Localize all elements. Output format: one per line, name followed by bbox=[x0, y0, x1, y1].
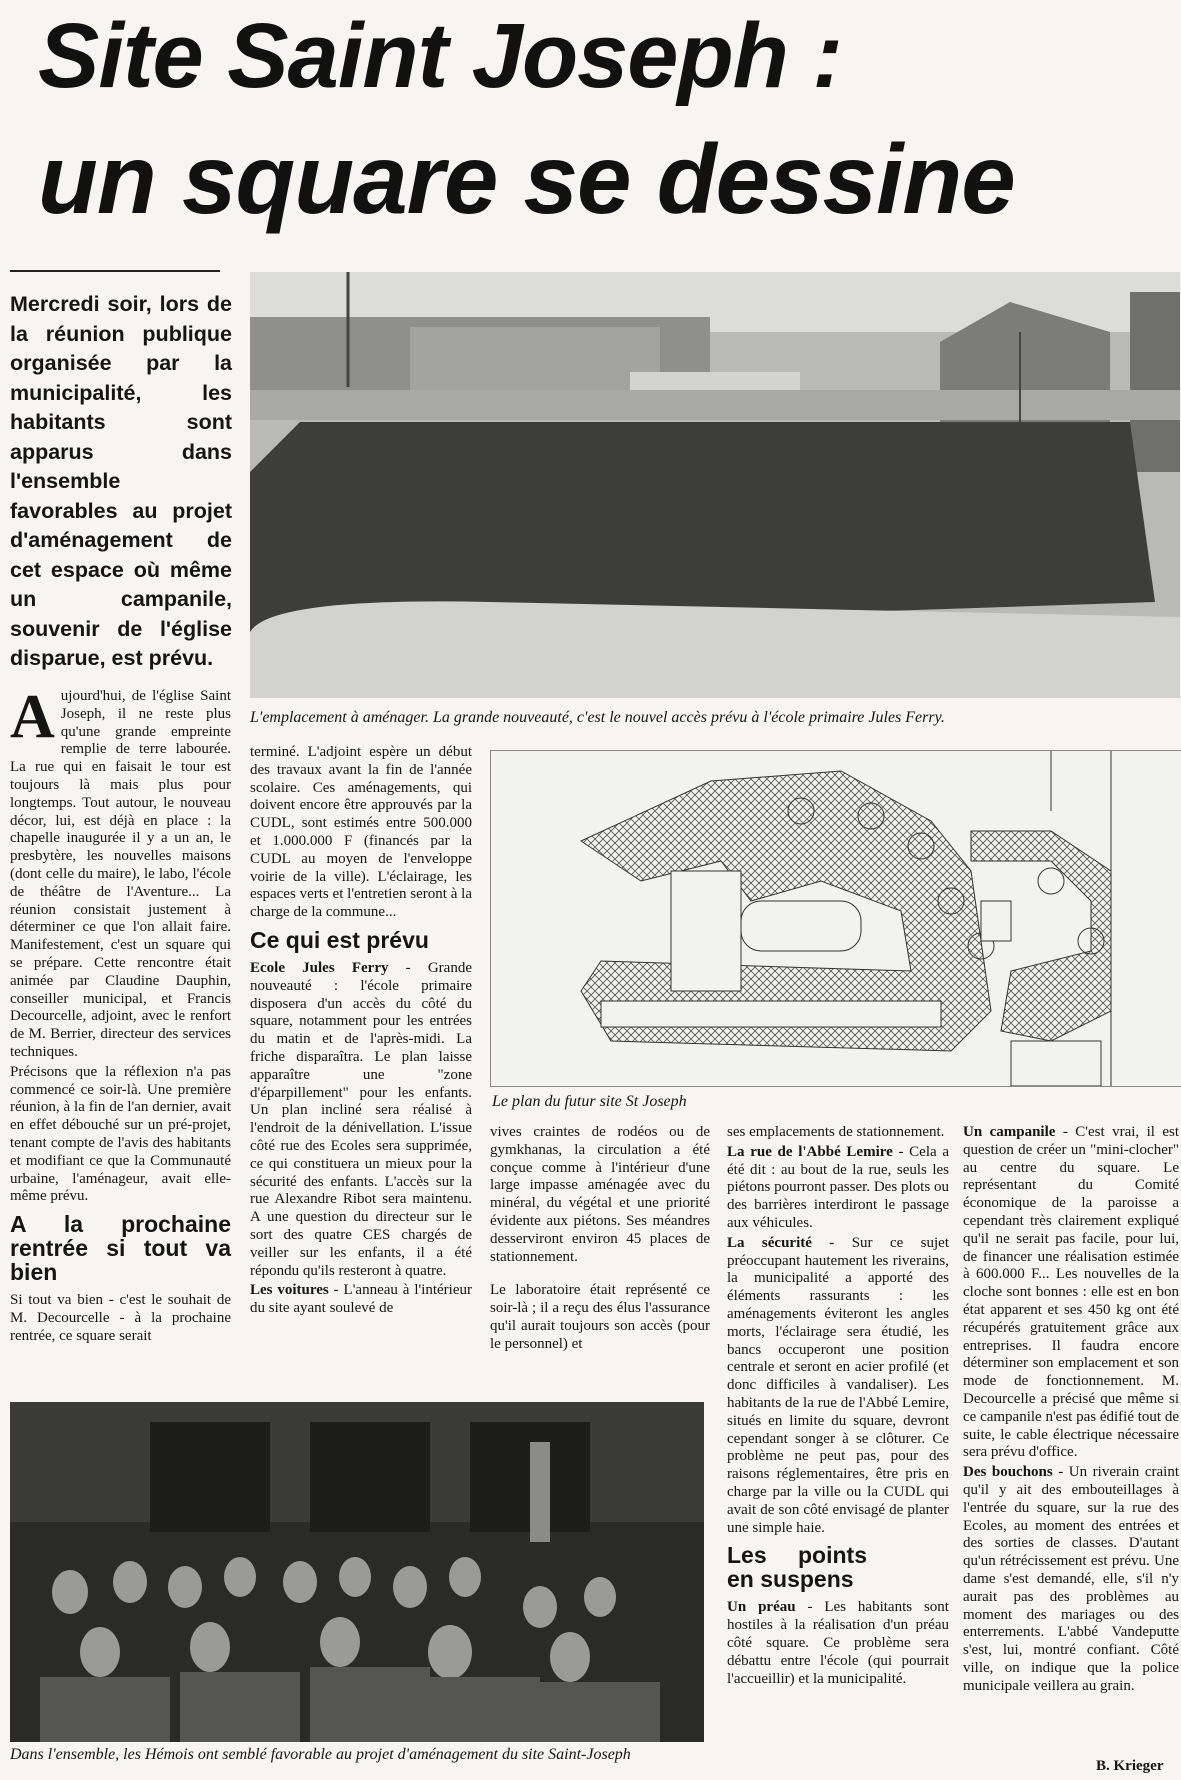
col1-subhead: A la prochaine rentrée si tout va bien bbox=[10, 1211, 231, 1286]
intro-text: Mercredi soir, lors de la réunion publique organisée par la municipalité, les habitants sont apparus dans l'ensemble favorables au projet d'aménagement de cet espace où même un campanile, souvenir de l'église disparue, est prévu. bbox=[10, 292, 232, 670]
col4-p3-text: - Sur ce sujet préoccupant hautement les riverains, la municipalité a apporté des éléments rassurants : les aménagements éviteront les angles morts, l'éclairage sera étudié, les bancs occuperont une position centrale et seront en acier profilé (et donc difficiles à vandaliser). Les habitants de la rue de l'Abbé Lemire, situés en limite du square, devront cependant songer à se clôturer. Ce problème ne peut pas, pour des raisons réglementaires, être pris en charge par la ville ou la CUDL qui avait de son côté envisagé de planter une simple haie. bbox=[727, 1234, 949, 1536]
intro-rule bbox=[10, 270, 220, 272]
col2-subhead: Ce qui est prévu bbox=[250, 926, 429, 953]
headline-line-1: Site Saint Joseph : bbox=[38, 5, 843, 107]
col4-paragraph-1: ses emplacements de stationnement. bbox=[727, 1124, 945, 1140]
col4-p4-text: - Les habitants sont hostiles à la réalisation d'un préau côté square. Ce problème sera débattu entre l'école (qui pourrait l'accueillir) et la municipalité. bbox=[727, 1599, 949, 1687]
column-1 bbox=[10, 683, 231, 1348]
column-4 bbox=[727, 1124, 949, 1690]
col5-lead-2: Des bouchons bbox=[963, 1464, 1053, 1481]
col2-paragraph-2 bbox=[250, 960, 472, 1280]
byline: B. Krieger bbox=[1096, 1758, 1164, 1774]
site-photo-image bbox=[250, 272, 1180, 698]
col5-p1-text: - C'est vrai, il est question de créer un "mini-clocher" au centre du square. Le représentant du Comité économique de la paroisse a cependant très clairement expliqué qu'il ne serait pas facile, pour lui, de financer une réalisation estimée à 600.000 F... Les nouvelles de la cloche sont bonnes : elle est en bon état apparent et ses 450 kg ont été récupérés gratuitement grâce aux entreprises. Il faudra encore déterminer son emplacement et son mode de fonctionnement. M. Decourcelle a précisé que même si ce campanile n'est pas édifié tout de suite, le cable électrique nécessaire sera prévu d'office. bbox=[963, 1124, 1179, 1461]
col5-paragraph-1 bbox=[963, 1124, 1179, 1462]
col5-paragraph-2 bbox=[963, 1464, 1179, 1695]
col5-p2-text: - Un riverain craint qu'il y ait des embouteillages à l'entrée du square, sur la rue des Ecoles, au moment des entrées et des sorties de classes. D'autant qu'un rétrécissement est prévu. Une dame s'est demandé, elle, s'il n'y aurait pas des problèmes au moment des mariages ou des enterrements. L'abbé Vandeputte s'est, lui, montré confiant. Côté ville, on indique que la police municipale veillera au grain. bbox=[963, 1464, 1179, 1694]
col4-paragraph-3 bbox=[727, 1235, 949, 1538]
col5-lead-1: Un campanile bbox=[963, 1124, 1056, 1140]
site-plan-drawing bbox=[491, 751, 1181, 1086]
site-photo bbox=[250, 272, 1180, 698]
headline-line-2: un square se dessine bbox=[38, 124, 1015, 234]
col1-paragraph-2: Précisons que la réflexion n'a pas commencé ce soir-là. Une première réunion, à la fin de l'an dernier, avait en effet débouché sur un pré-projet, tenant compte de l'avis des habitants et modifiant ce que la Communauté urbaine, l'aménageur, avait elle-même prévu. bbox=[10, 1063, 231, 1205]
column-5 bbox=[963, 1124, 1179, 1698]
col2-paragraph-3 bbox=[250, 1282, 472, 1318]
col4-lead-2: La sécurité bbox=[727, 1234, 812, 1251]
col1-paragraph-3: Si tout va bien - c'est le souhait de M. Decourcelle - à la prochaine rentrée, ce square serait bbox=[10, 1292, 231, 1344]
col2-paragraph-1: terminé. L'adjoint espère un début des travaux avant la fin de l'année scolaire. Ces aménagements, qui doivent encore être approuvés par la CUDL, sont estimés entre 500.000 et 1.000.000 F (financés par la CUDL au moyen de l'enveloppe voirie de la ville). L'éclairage, les espaces verts et l'entretien seront à la charge de la commune... bbox=[250, 744, 472, 921]
site-plan bbox=[490, 750, 1181, 1087]
meeting-photo bbox=[10, 1402, 704, 1742]
col3-paragraph-2: Le laboratoire était représenté ce soir-là ; il a reçu des élus l'assurance qu'il aurait toujours son accès (pour le personnel) et bbox=[490, 1282, 710, 1352]
col2-lead-2: Les voitures bbox=[250, 1282, 329, 1299]
col2-p2-text: - Grande nouveauté : l'école primaire disposera d'un accès du côté du square, notamment pour les entrées du matin et de l'après-midi. La friche disparaîtra. Le plan laisse apparaître une "zone d'éparpillement" pour les enfants. Un plan incliné sera réalisé à l'endroit de la dénivellation. L'issue côté rue des Ecoles sera supprimée, ce qui constituera un mieux pour la sécurité des enfants. L'accès sur la rue Alexandre Ribot sera maintenu. A une question du directeur sur le sort des quatre CES chargés de veiller sur les enfants, il a été répondu qu'ils resteront à quatre. bbox=[250, 959, 472, 1279]
col1-p1-text: ujourd'hui, de l'église Saint Joseph, il ne reste plus qu'une grande empreinte remplie de terre labourée. La rue qui en faisait le tour est toujours là mais plus pour longtemps. Tout autour, le nouveau décor, lui, est déjà en place : la chapelle inaugurée il y a un an, le presbytère, les nouvelles maisons (dont celle du maire), le labo, l'école de théâtre de l'Aventure... La réunion consistait justement à déterminer ce que l'on allait faire. Manifestement, c'est un square qui se prépare. Cette rencontre était animée par Claudine Dauphin, conseiller municipal, et Francis Decourcelle, adjoint, avec le renfort de M. Berrier, directeur des services techniques. bbox=[10, 688, 231, 1060]
col4-paragraph-2 bbox=[727, 1144, 949, 1233]
col3-paragraph-1: vives craintes de rodéos ou de gymkhanas, la circulation a été conçue comme à l'intérieur d'une large impasse aménagée avec du minéral, du végétal et une priorité évidente aux piétons. Ses méandres desserviront environ 45 places de stationnement. bbox=[490, 1124, 710, 1265]
col4-paragraph-4 bbox=[727, 1599, 949, 1688]
column-2 bbox=[250, 744, 472, 1320]
drop-cap: A bbox=[10, 683, 55, 751]
meeting-photo-caption: Dans l'ensemble, les Hémois ont semblé favorable au projet d'aménagement du site Saint-Joseph bbox=[10, 1746, 631, 1763]
col4-lead-1: La rue de l'Abbé Lemire bbox=[727, 1143, 893, 1160]
col4-p2-text: - Cela a été dit : au bout de la rue, seuls les piétons pourront passer. Des plots ou des barrières interdiront le passage aux véhicules. bbox=[727, 1143, 949, 1231]
col2-p3-text: - L'anneau à l'intérieur du site ayant soulevé de bbox=[250, 1282, 473, 1317]
col1-paragraph-1 bbox=[10, 683, 231, 1062]
plan-caption: Le plan du futur site St Joseph bbox=[492, 1093, 687, 1110]
col4-subhead: Les points en suspens bbox=[727, 1542, 867, 1593]
site-photo-caption: L'emplacement à aménager. La grande nouveauté, c'est le nouvel accès prévu à l'école primaire Jules Ferry. bbox=[250, 709, 945, 726]
col2-lead-1: Ecole Jules Ferry bbox=[250, 959, 389, 976]
col4-lead-3: Un préau bbox=[727, 1599, 796, 1616]
meeting-photo-image bbox=[10, 1402, 704, 1742]
column-3 bbox=[490, 1124, 710, 1356]
